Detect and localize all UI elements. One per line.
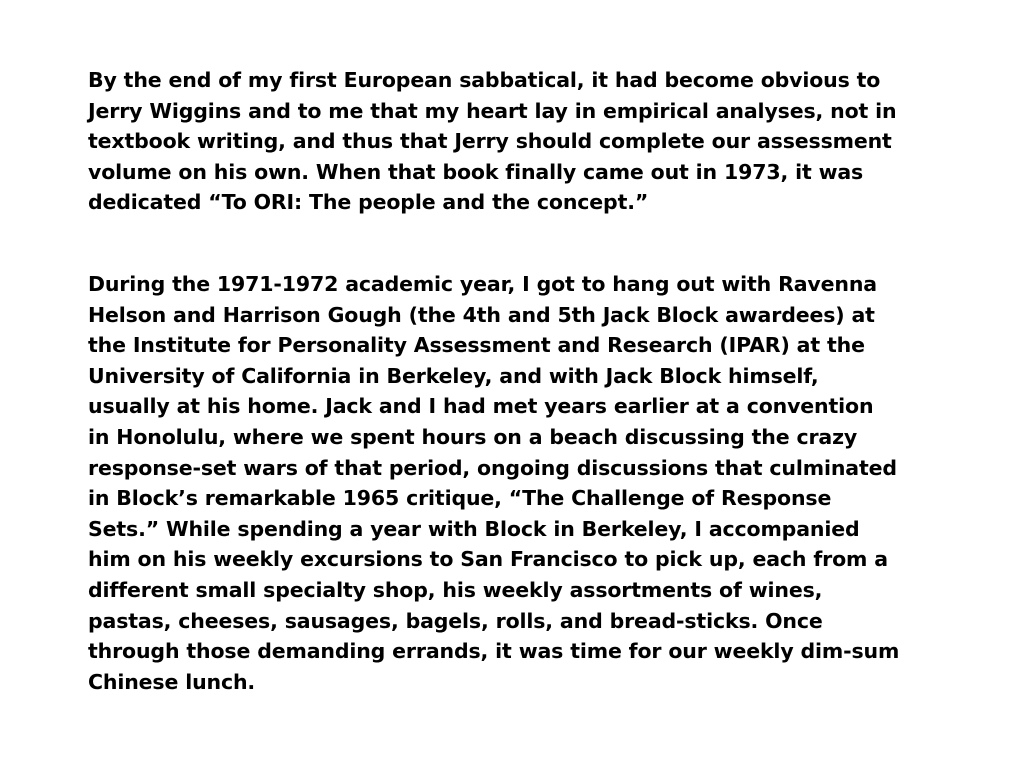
text-line: Jerry Wiggins and to me that my heart lay in empirical analyses, not in [88, 98, 897, 123]
text-line: textbook writing, and thus that Jerry should complete our assessment [88, 129, 892, 154]
text-line: University of California in Berkeley, and with Jack Block himself, [88, 363, 819, 388]
text-line: Chinese lunch. [88, 669, 256, 694]
text-line: dedicated “To ORI: The people and the concept.” [88, 190, 649, 215]
paragraph-berkeley-year [88, 269, 899, 697]
text-line: him on his weekly excursions to San Francisco to pick up, each from a [88, 547, 888, 572]
text-line: in Block’s remarkable 1965 critique, “The Challenge of Response [88, 486, 832, 511]
text-line: through those demanding errands, it was time for our weekly dim-sum [88, 639, 900, 664]
text-line: By the end of my first European sabbatical, it had become obvious to [88, 68, 881, 92]
text-line: Sets.” While spending a year with Block in Berkeley, I accompanied [88, 516, 860, 541]
text-line: response-set wars of that period, ongoing discussions that culminated [88, 455, 897, 480]
text-line: Helson and Harrison Gough (the 4th and 5th Jack Block awardees) at [88, 302, 875, 327]
text-line: pastas, cheeses, sausages, bagels, rolls, and bread-sticks. Once [88, 608, 823, 633]
text-line: volume on his own. When that book finally came out in 1973, it was [88, 159, 864, 184]
text-line: in Honolulu, where we spent hours on a beach discussing the crazy [88, 424, 858, 449]
text-line: usually at his home. Jack and I had met years earlier at a convention [88, 394, 874, 419]
text-line: different small specialty shop, his weekly assortments of wines, [88, 577, 823, 602]
text-line: During the 1971-1972 academic year, I got to hang out with Ravenna [88, 272, 877, 296]
paragraph-sabbatical [88, 65, 896, 218]
text-line: the Institute for Personality Assessment and Research (IPAR) at the [88, 333, 865, 358]
